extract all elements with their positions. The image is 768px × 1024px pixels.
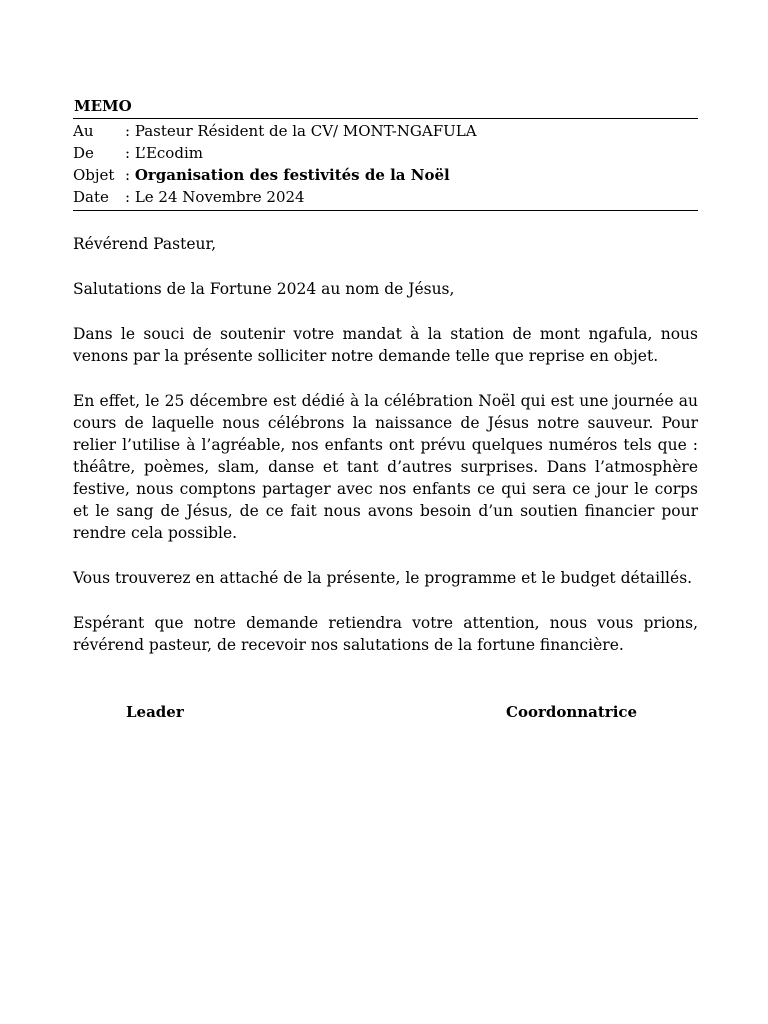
paragraph-purpose: Dans le souci de soutenir votre mandat à la station de mont ngafula, nous venons par la présente solliciter notre demande telle que reprise en objet. [73,325,698,365]
header-value-from: : L’Ecodim [125,144,203,162]
memo-body [73,233,698,656]
header-row-subject [73,164,698,186]
header-row-from [73,142,698,164]
header-label-date: Date [73,188,109,206]
header-label-from: De [73,144,94,162]
signature-block [0,702,768,724]
salutation: Salutations de la Fortune 2024 au nom de Jésus, [73,280,455,298]
header-value-to: : Pasteur Résident de la CV/ MONT-NGAFULA [125,122,477,140]
header-row-to [73,120,698,142]
signature-coordonnatrice: Coordonnatrice [506,703,638,721]
paragraph-attachment: Vous trouverez en attaché de la présente, le programme et le budget détaillés. [73,569,693,587]
header-label-subject: Objet [73,166,115,184]
memo-header [73,118,698,211]
header-value-subject [125,164,450,186]
header-value-subject-text: Organisation des festivités de la Noël [134,166,450,184]
header-row-date [73,186,698,208]
memo-document [73,96,698,656]
memo-title: MEMO [74,97,132,115]
header-value-date: : Le 24 Novembre 2024 [125,188,305,206]
greeting: Révérend Pasteur, [73,235,217,253]
signature-leader: Leader [126,703,184,721]
paragraph-details: En effet, le 25 décembre est dédié à la célébration Noël qui est une journée au cours de laquelle nous célébrons la naissance de Jésus notre sauveur. Pour relier l’utilise à l’agréable, nos enfants ont prévu quelques numéros tels que : théâtre, poèmes, slam, danse et tant d’autres surprises. Dans l’atmosphère festive, nous comptons partager avec nos enfants ce qui sera ce jour le corps et le sang de Jésus, de ce fait nous avons besoin d’un soutien financier pour rendre cela possible. [73,392,698,542]
paragraph-closing: Espérant que notre demande retiendra votre attention, nous vous prions, révérend pasteur, de recevoir nos salutations de la fortune financière. [73,614,698,654]
header-value-subject-prefix: : [125,166,135,184]
header-label-to: Au [73,122,94,140]
